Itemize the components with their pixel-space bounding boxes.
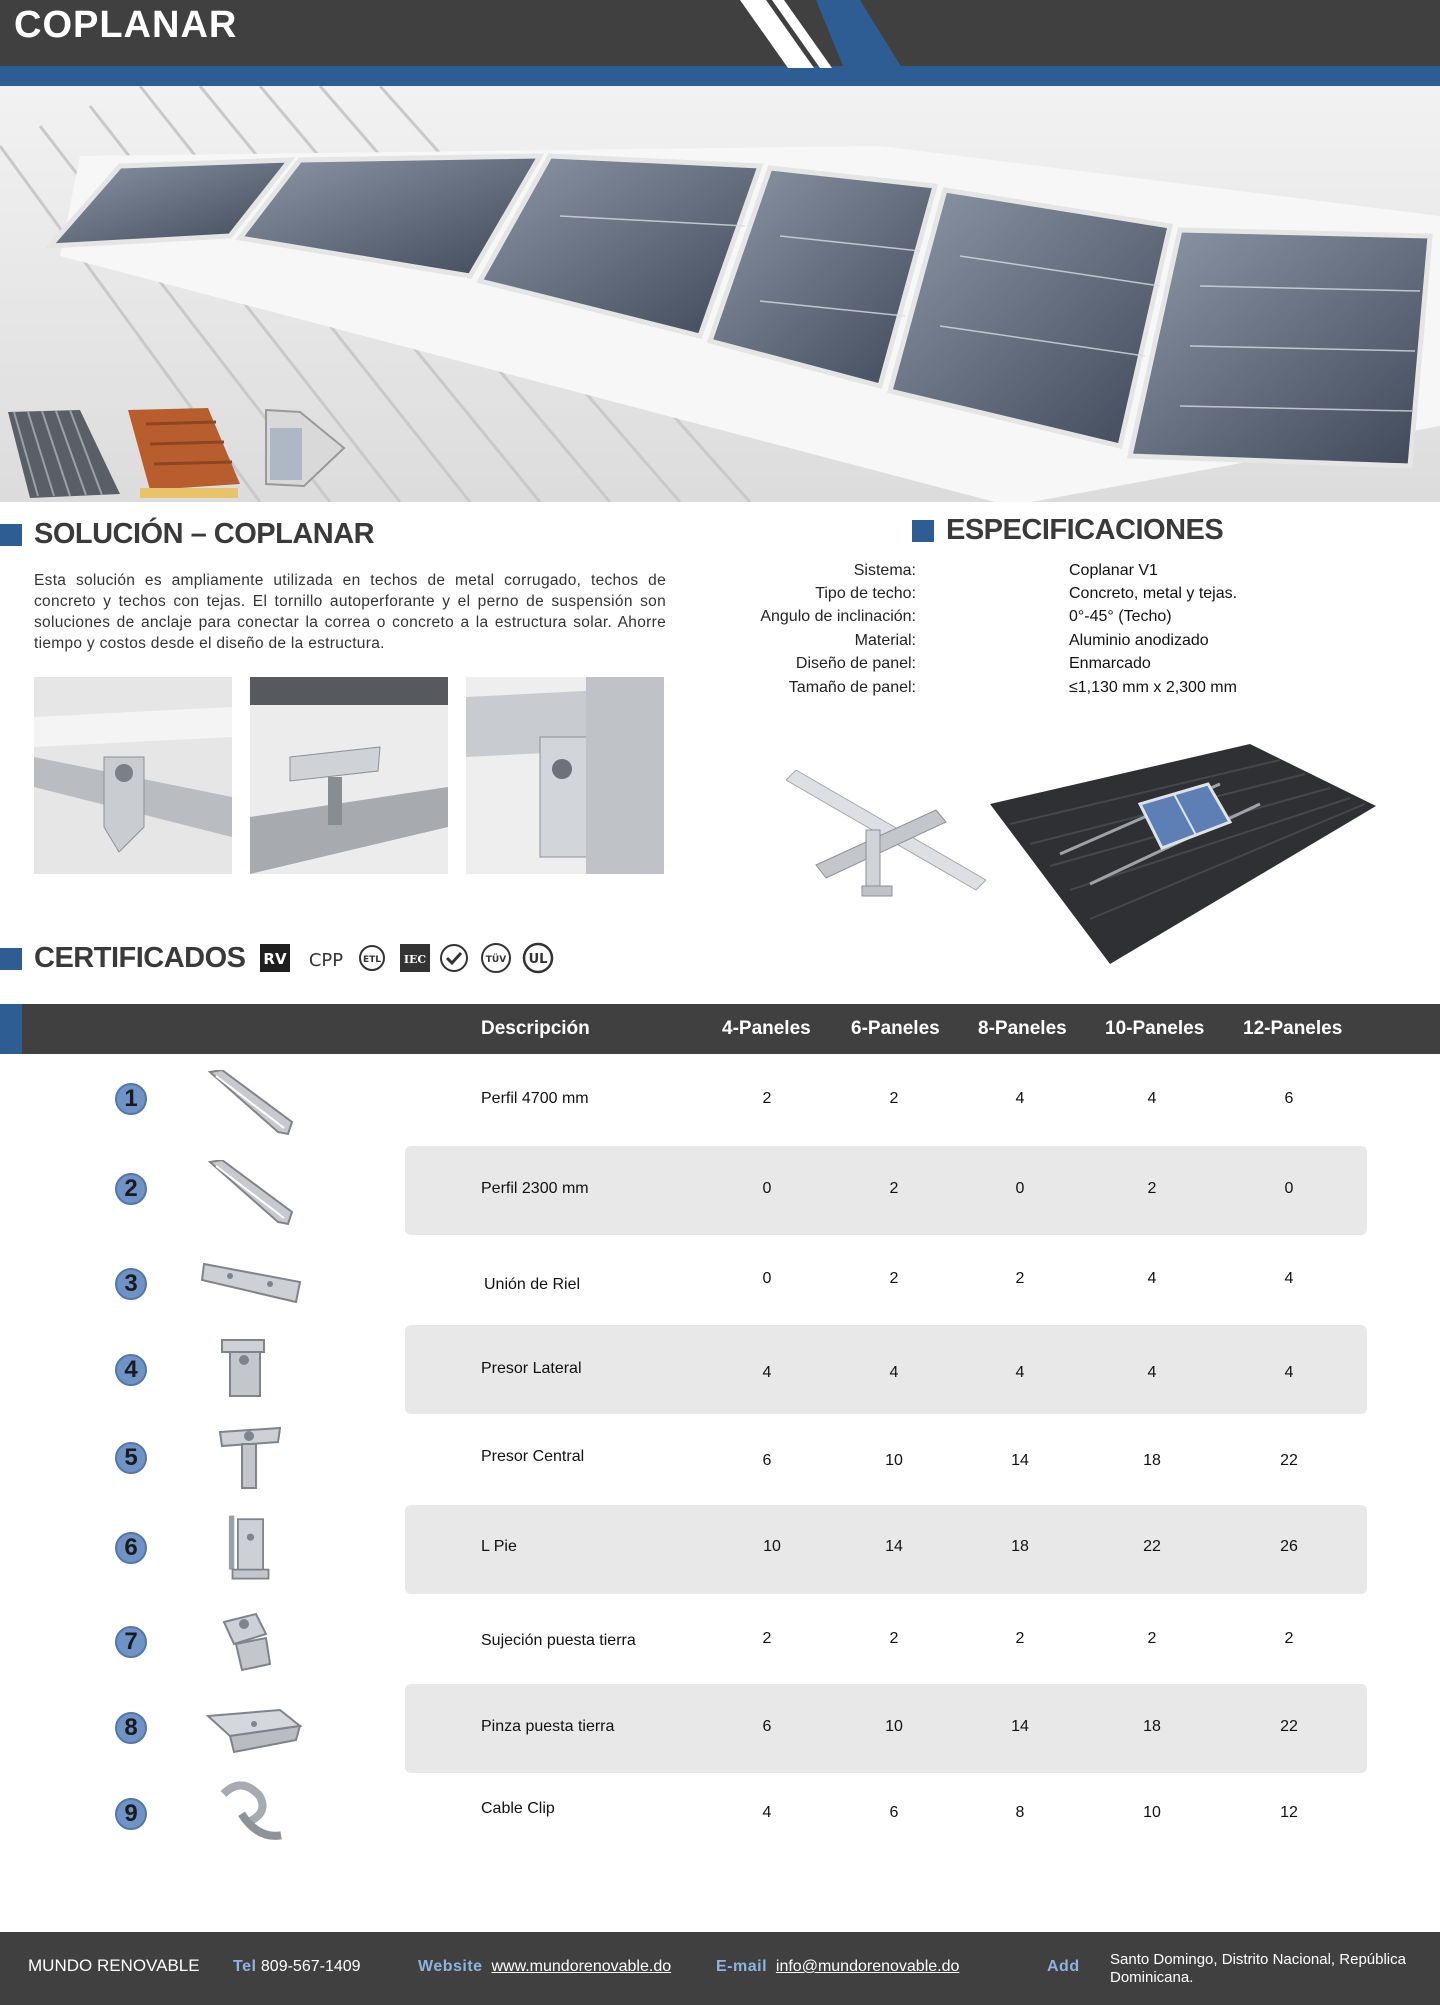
table-row xyxy=(0,1430,1440,1490)
table-row xyxy=(0,1250,1440,1310)
qty-12-panels: 26 xyxy=(1280,1538,1298,1555)
page-title: COPLANAR xyxy=(14,4,238,46)
item-description: Unión de Riel xyxy=(484,1276,581,1293)
photo-end-clamp-detail xyxy=(466,677,664,874)
table-row xyxy=(0,1700,1440,1760)
specs-title: ESPECIFICACIONES xyxy=(946,514,1224,546)
qty-12-panels: 4 xyxy=(1284,1270,1294,1287)
solution-title: SOLUCIÓN – COPLANAR xyxy=(34,518,375,550)
footer-address-label: Add xyxy=(1047,1958,1080,1975)
svg-text:RV: RV xyxy=(263,950,287,968)
item-description: Presor Lateral xyxy=(481,1360,582,1377)
l-foot-icon xyxy=(200,1512,310,1584)
qty-6-panels: 2 xyxy=(889,1630,899,1647)
qty-6-panels: 4 xyxy=(889,1364,899,1381)
item-description: Perfil 2300 mm xyxy=(481,1180,589,1197)
qty-4-panels: 0 xyxy=(762,1180,772,1197)
spec-row-tilt-angle xyxy=(760,608,1280,631)
qty-10-panels: 2 xyxy=(1147,1630,1157,1647)
hero-solar-roof-image xyxy=(0,86,1440,502)
item-number-badge: 1 xyxy=(115,1083,147,1115)
qty-6-panels: 2 xyxy=(889,1180,899,1197)
qty-10-panels: 22 xyxy=(1143,1538,1161,1555)
spec-value: Enmarcado xyxy=(1069,655,1151,672)
item-number-badge: 3 xyxy=(115,1268,147,1300)
certificates-heading xyxy=(0,942,246,975)
phone-label: Tel xyxy=(233,1958,257,1975)
table-row xyxy=(0,1340,1440,1400)
table-row xyxy=(0,1070,1440,1130)
website-link[interactable]: www.mundorenovable.do xyxy=(491,1958,672,1975)
heading-marker xyxy=(0,524,22,546)
footer-email xyxy=(716,1958,959,1976)
qty-8-panels: 0 xyxy=(1015,1180,1025,1197)
solution-description: Esta solución es ampliamente utilizada en techos de metal corrugado, techos de concreto y techos con tejas. El tornillo autoperforante y el perno de suspensión son soluciones de anclaje para conectar la correa o concreto a la estructura solar. Ahorre tiempo y costos desde el diseño de la estructura. xyxy=(34,572,666,652)
spec-label: Angulo de inclinación: xyxy=(760,608,916,625)
qty-8-panels: 14 xyxy=(1011,1452,1029,1469)
spec-value: ≤1,130 mm x 2,300 mm xyxy=(1069,679,1237,696)
qty-4-panels: 10 xyxy=(763,1538,781,1555)
qty-4-panels: 2 xyxy=(762,1630,772,1647)
item-number-badge: 5 xyxy=(115,1442,147,1474)
item-number-badge: 8 xyxy=(115,1712,147,1744)
qty-12-panels: 6 xyxy=(1284,1090,1294,1107)
mid-clamp-icon xyxy=(200,1424,310,1496)
item-description: Presor Central xyxy=(481,1448,585,1465)
svg-text:CPP: CPP xyxy=(308,950,344,971)
item-number-badge: 2 xyxy=(115,1173,147,1205)
spec-label: Sistema: xyxy=(853,562,916,579)
qty-4-panels: 6 xyxy=(762,1452,772,1469)
qty-12-panels: 12 xyxy=(1280,1804,1298,1821)
rail-splice-icon xyxy=(200,1254,310,1326)
item-description: Cable Clip xyxy=(481,1800,555,1817)
item-description: Pinza puesta tierra xyxy=(481,1718,615,1735)
certification-logos xyxy=(258,940,558,978)
cable-clip-icon xyxy=(200,1776,310,1848)
spec-value: Concreto, metal y tejas. xyxy=(1069,585,1238,602)
spec-row-system xyxy=(853,562,1280,585)
photo-end-clamp xyxy=(34,677,232,874)
qty-10-panels: 4 xyxy=(1147,1270,1157,1287)
spec-value: Aluminio anodizado xyxy=(1069,632,1209,649)
qty-4-panels: 4 xyxy=(762,1804,772,1821)
qty-12-panels: 0 xyxy=(1284,1180,1294,1197)
grounding-clip-icon xyxy=(200,1696,310,1768)
footer xyxy=(0,1932,1440,2005)
spec-row-panel-size xyxy=(788,679,1280,702)
qty-8-panels: 4 xyxy=(1015,1364,1025,1381)
qty-6-panels: 2 xyxy=(889,1090,899,1107)
qty-10-panels: 10 xyxy=(1143,1804,1161,1821)
qty-12-panels: 22 xyxy=(1280,1718,1298,1735)
qty-6-panels: 14 xyxy=(885,1538,903,1555)
qty-4-panels: 4 xyxy=(762,1364,772,1381)
rail-4700-icon xyxy=(200,1070,310,1142)
table-row xyxy=(0,1790,1440,1850)
tiled-roof-illustration xyxy=(990,744,1376,964)
qty-4-panels: 0 xyxy=(762,1270,772,1287)
qty-6-panels: 10 xyxy=(885,1452,903,1469)
email-label: E-mail xyxy=(716,1958,768,1975)
specs-heading xyxy=(912,514,1223,547)
table-header xyxy=(0,1004,1440,1054)
qty-12-panels: 4 xyxy=(1284,1364,1294,1381)
spec-label: Tipo de techo: xyxy=(815,585,916,602)
rail-2300-icon xyxy=(200,1160,310,1232)
end-clamp-icon xyxy=(200,1336,310,1408)
qty-4-panels: 2 xyxy=(762,1090,772,1107)
qty-8-panels: 4 xyxy=(1015,1090,1025,1107)
svg-text:UL: UL xyxy=(528,952,548,967)
header-accent-bar xyxy=(0,66,1440,86)
solution-heading xyxy=(0,518,374,551)
qty-10-panels: 2 xyxy=(1147,1180,1157,1197)
svg-text:TÜV: TÜV xyxy=(485,955,507,965)
qty-8-panels: 8 xyxy=(1015,1804,1025,1821)
column-header-10-panels: 10-Paneles xyxy=(1105,1018,1205,1039)
spec-value: Coplanar V1 xyxy=(1069,562,1158,579)
header-stripes xyxy=(720,0,920,68)
table-row xyxy=(0,1610,1440,1670)
spec-label: Tamaño de panel: xyxy=(788,679,916,696)
photo-mid-clamp xyxy=(250,677,448,874)
qty-6-panels: 2 xyxy=(889,1270,899,1287)
spec-row-roof-type xyxy=(815,585,1280,608)
qty-8-panels: 2 xyxy=(1015,1630,1025,1647)
certificates-title: CERTIFICADOS xyxy=(34,942,246,974)
item-number-badge: 9 xyxy=(115,1798,147,1830)
svg-text:IEC: IEC xyxy=(403,953,427,966)
column-header-6-panels: 6-Paneles xyxy=(851,1018,940,1039)
qty-10-panels: 18 xyxy=(1143,1718,1161,1735)
footer-website xyxy=(418,1958,671,1976)
qty-6-panels: 6 xyxy=(889,1804,899,1821)
column-header-12-panels: 12-Paneles xyxy=(1243,1018,1343,1039)
qty-12-panels: 22 xyxy=(1280,1452,1298,1469)
spec-value: 0°-45° (Techo) xyxy=(1069,608,1172,625)
heading-marker xyxy=(912,520,934,542)
spec-label: Diseño de panel: xyxy=(795,655,916,672)
email-link[interactable]: info@mundorenovable.do xyxy=(775,1958,960,1975)
column-header-8-panels: 8-Paneles xyxy=(978,1018,1067,1039)
table-header-accent xyxy=(0,1004,22,1054)
column-header-description: Descripción xyxy=(481,1018,590,1039)
qty-12-panels: 2 xyxy=(1284,1630,1294,1647)
heading-marker xyxy=(0,948,22,970)
svg-text:ETL: ETL xyxy=(362,955,382,965)
qty-8-panels: 14 xyxy=(1011,1718,1029,1735)
spec-label: Material: xyxy=(854,632,916,649)
item-description: L Pie xyxy=(481,1538,517,1555)
qty-10-panels: 4 xyxy=(1147,1364,1157,1381)
qty-10-panels: 18 xyxy=(1143,1452,1161,1469)
grounding-lug-icon xyxy=(200,1608,310,1680)
column-header-4-panels: 4-Paneles xyxy=(722,1018,811,1039)
item-description: Sujeción puesta tierra xyxy=(481,1632,636,1649)
qty-10-panels: 4 xyxy=(1147,1090,1157,1107)
phone-number[interactable]: 809-567-1409 xyxy=(260,1958,361,1975)
spec-row-material xyxy=(854,632,1280,655)
table-row xyxy=(0,1160,1440,1220)
item-number-badge: 7 xyxy=(115,1626,147,1658)
qty-6-panels: 10 xyxy=(885,1718,903,1735)
table-row xyxy=(0,1520,1440,1580)
spec-row-panel-design xyxy=(795,655,1280,678)
qty-8-panels: 2 xyxy=(1015,1270,1025,1287)
item-number-badge: 4 xyxy=(115,1354,147,1386)
rail-bracket-illustration xyxy=(786,770,986,910)
footer-brand: MUNDO RENOVABLE xyxy=(28,1956,200,1975)
website-label: Website xyxy=(418,1958,483,1975)
footer-address: Santo Domingo, Distrito Nacional, República Dominicana. xyxy=(1110,1951,1406,1986)
footer-phone xyxy=(233,1958,361,1976)
qty-8-panels: 18 xyxy=(1011,1538,1029,1555)
qty-4-panels: 6 xyxy=(762,1718,772,1735)
item-description: Perfil 4700 mm xyxy=(481,1090,589,1107)
item-number-badge: 6 xyxy=(115,1532,147,1564)
